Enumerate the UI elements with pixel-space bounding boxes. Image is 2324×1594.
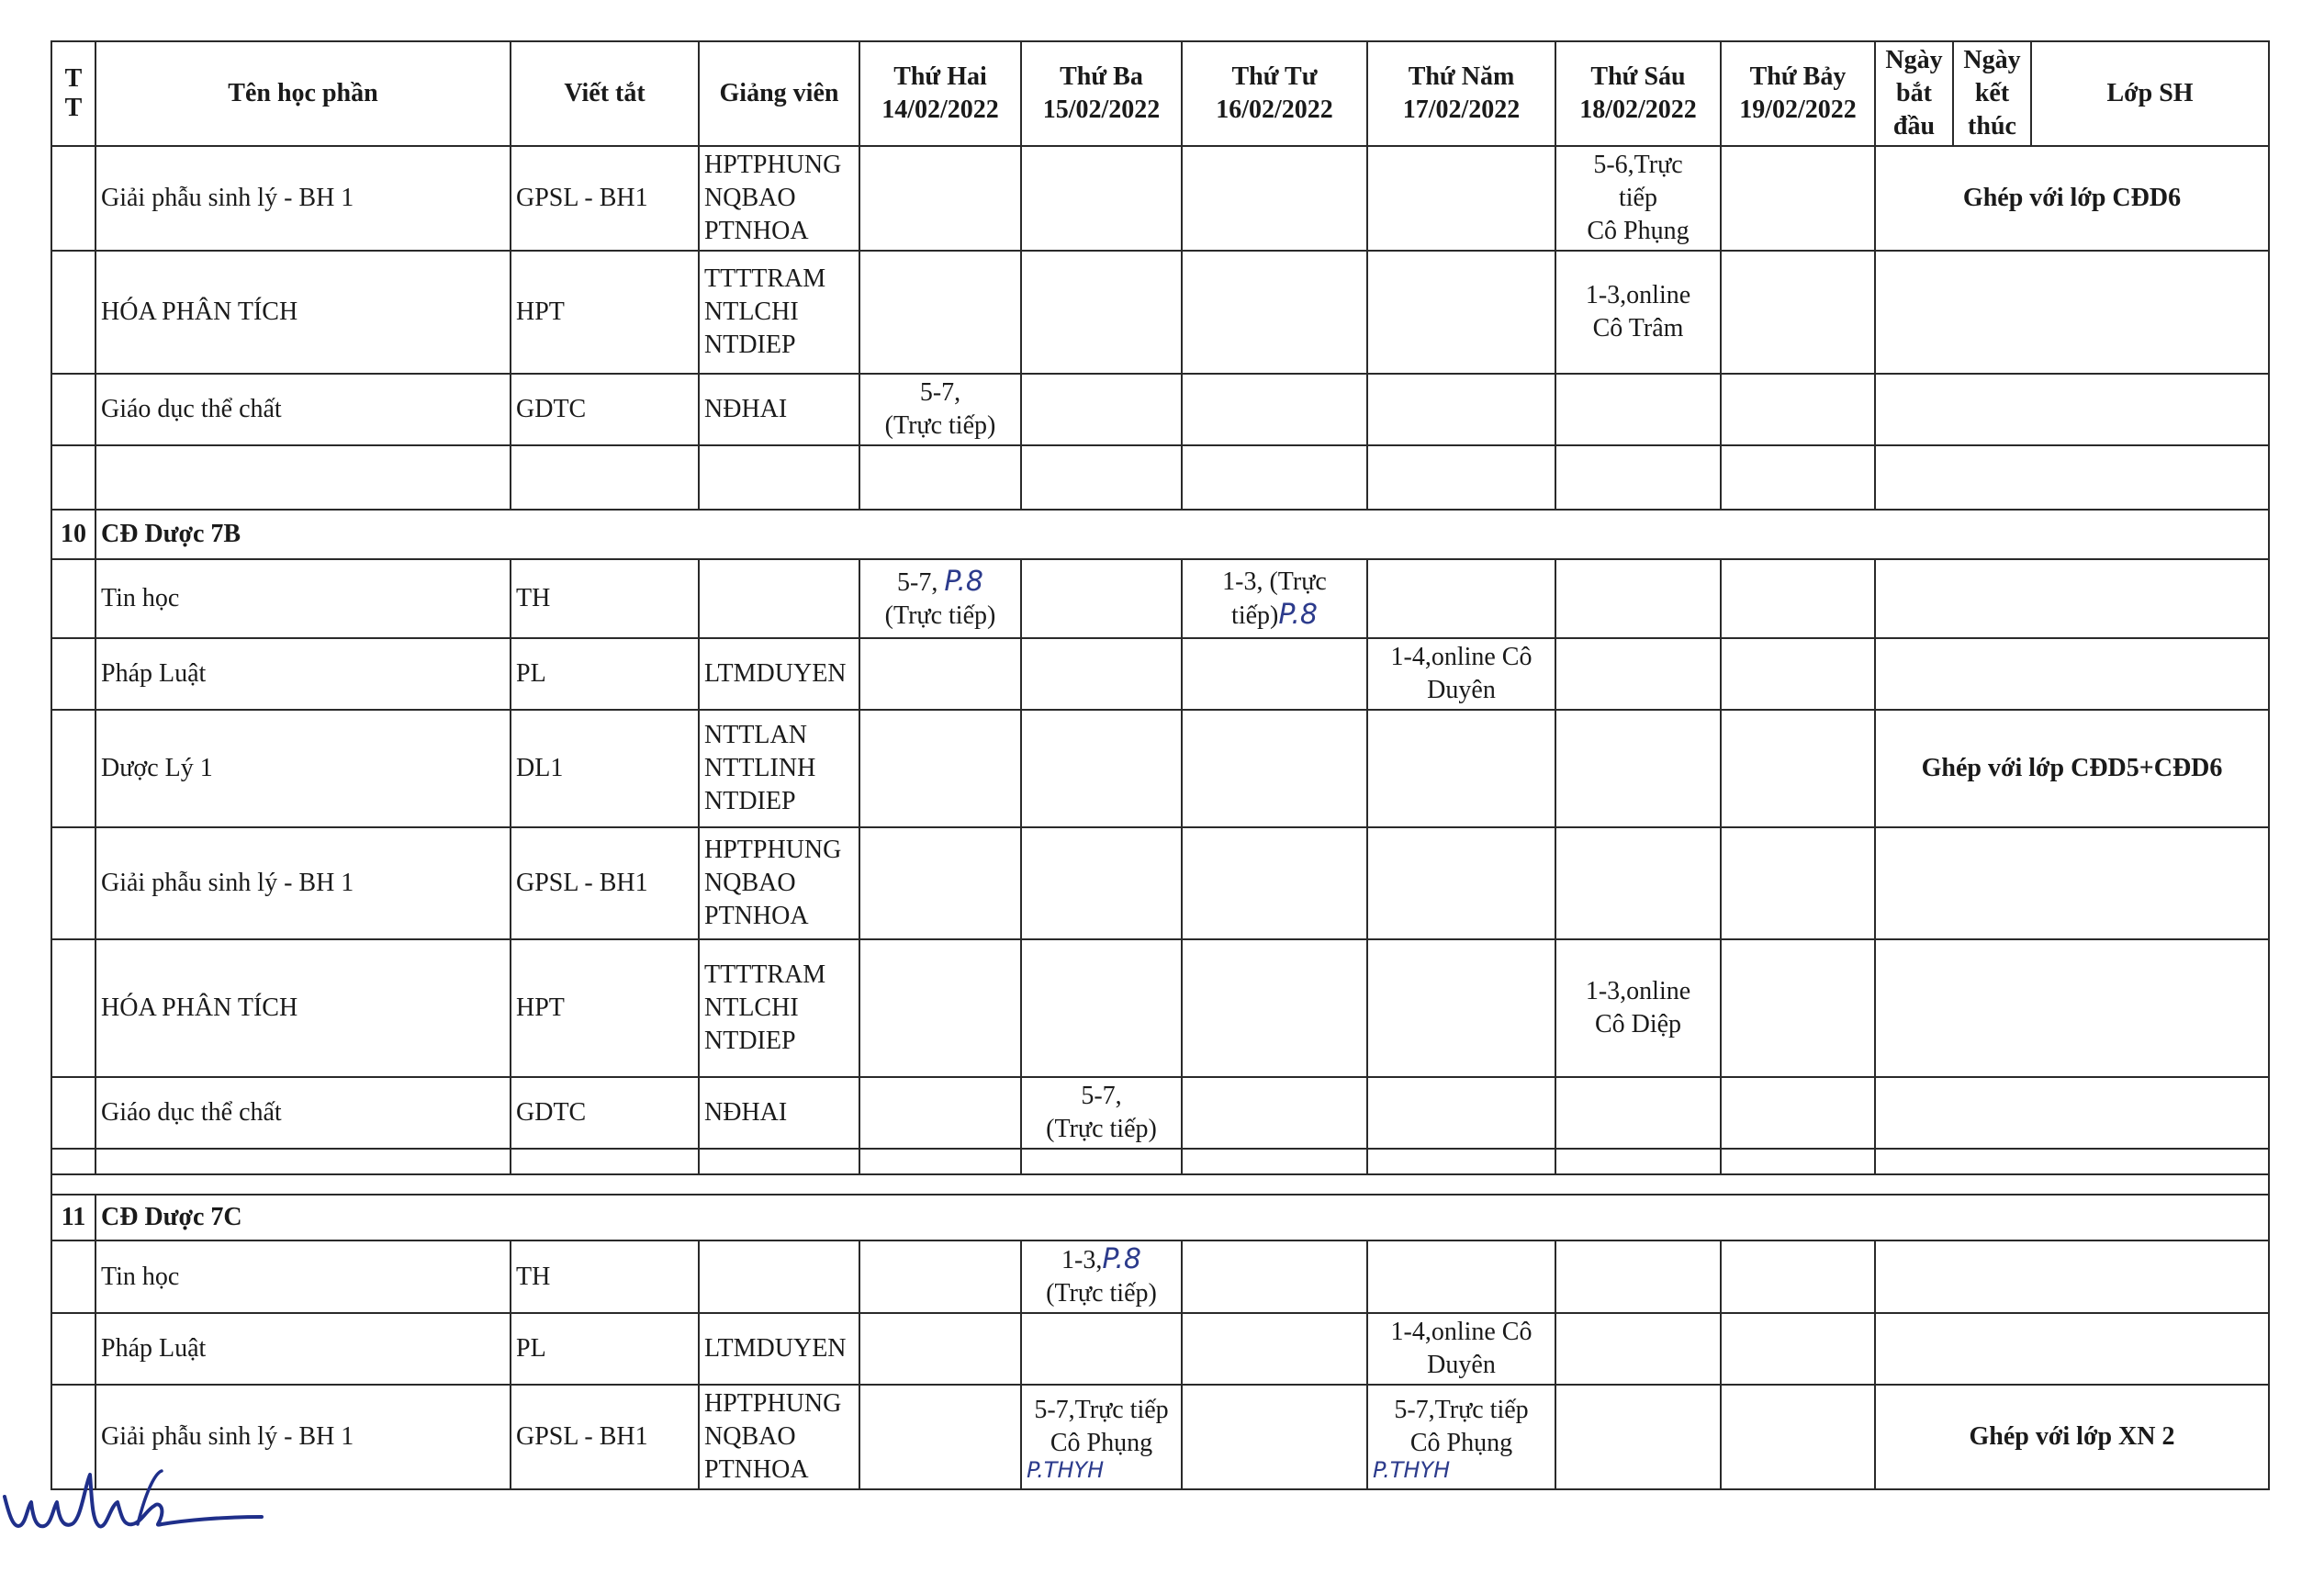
header-class-sh: Lớp SH <box>2031 41 2269 146</box>
course-name: Pháp Luật <box>95 638 511 710</box>
course-name: Tin học <box>95 559 511 638</box>
session-fri: 1-3,online Cô Diệp <box>1555 939 1721 1077</box>
handwritten-room: P.THYH <box>1027 1457 1105 1483</box>
course-name: Giải phẫu sinh lý - BH 1 <box>95 827 511 939</box>
course-abbr: DL1 <box>511 710 699 827</box>
course-name: Giải phẫu sinh lý - BH 1 <box>95 146 511 251</box>
course-lecturers: TTTTRAM NTLCHI NTDIEP <box>699 939 859 1077</box>
session-tue: 5-7,Trực tiếp Cô Phụng P.THYH <box>1021 1385 1182 1489</box>
table-row <box>51 251 2269 374</box>
handwritten-room: P.8 <box>944 565 983 598</box>
handwritten-room: P.8 <box>1102 1243 1141 1275</box>
group-title: CĐ Dược 7C <box>95 1195 2269 1240</box>
spacer-row <box>51 1174 2269 1195</box>
session-tue: 5-7, (Trực tiếp) <box>1021 1077 1182 1149</box>
handwritten-room: P.8 <box>1278 598 1318 631</box>
course-abbr: GDTC <box>511 374 699 445</box>
session-fri: 1-3,online Cô Trâm <box>1555 251 1721 374</box>
group-number: 11 <box>51 1195 95 1240</box>
table-row <box>51 1385 2269 1489</box>
session-mon: 5-7, (Trực tiếp) <box>859 374 1021 445</box>
course-lecturers: HPTPHUNG NQBAO PTNHOA <box>699 827 859 939</box>
header-row <box>51 41 2269 146</box>
course-abbr: PL <box>511 638 699 710</box>
session-thu: 1-4,online Cô Duyên <box>1367 638 1555 710</box>
header-course-name: Tên học phần <box>95 41 511 146</box>
signature-icon <box>0 1469 275 1552</box>
course-abbr: GDTC <box>511 1077 699 1149</box>
group-header-row <box>51 510 2269 559</box>
session-fri: 5-6,Trực tiếp Cô Phụng <box>1555 146 1721 251</box>
table-row <box>51 638 2269 710</box>
handwritten-room: P.THYH <box>1373 1457 1451 1483</box>
table-row <box>51 146 2269 251</box>
session-mon: 5-7, P.8 (Trực tiếp) <box>859 559 1021 638</box>
table-row <box>51 710 2269 827</box>
header-day-fri: Thứ Sáu 18/02/2022 <box>1555 41 1721 146</box>
header-end-date: Ngày kết thúc <box>1953 41 2031 146</box>
table-row <box>51 559 2269 638</box>
course-name: Giải phẫu sinh lý - BH 1 <box>95 1385 511 1489</box>
course-abbr: GPSL - BH1 <box>511 827 699 939</box>
course-abbr: GPSL - BH1 <box>511 1385 699 1489</box>
header-day-thu: Thứ Năm 17/02/2022 <box>1367 41 1555 146</box>
course-name: HÓA PHÂN TÍCH <box>95 251 511 374</box>
merge-note: Ghép với lớp CĐD6 <box>1875 146 2269 251</box>
table-row <box>51 1077 2269 1149</box>
table-row <box>51 1313 2269 1385</box>
header-tt: T T <box>51 41 95 146</box>
course-lecturers: LTMDUYEN <box>699 638 859 710</box>
course-abbr: HPT <box>511 251 699 374</box>
course-abbr: HPT <box>511 939 699 1077</box>
header-day-tue: Thứ Ba 15/02/2022 <box>1021 41 1182 146</box>
course-lecturers: NĐHAI <box>699 1077 859 1149</box>
group-header-row <box>51 1195 2269 1240</box>
course-name: Giáo dục thể chất <box>95 1077 511 1149</box>
course-lecturers: LTMDUYEN <box>699 1313 859 1385</box>
course-abbr: PL <box>511 1313 699 1385</box>
course-name: Giáo dục thể chất <box>95 374 511 445</box>
header-day-sat: Thứ Bảy 19/02/2022 <box>1721 41 1875 146</box>
header-abbreviation: Viết tắt <box>511 41 699 146</box>
course-lecturers: NTTLAN NTTLINH NTDIEP <box>699 710 859 827</box>
schedule-sheet <box>51 40 2268 1490</box>
table-row <box>51 827 2269 939</box>
group-number: 10 <box>51 510 95 559</box>
session-tue: 1-3,P.8 (Trực tiếp) <box>1021 1240 1182 1313</box>
session-wed: 1-3, (Trực tiếp)P.8 <box>1182 559 1367 638</box>
session-thu: 5-7,Trực tiếp Cô Phụng P.THYH <box>1367 1385 1555 1489</box>
table-row <box>51 374 2269 445</box>
header-lecturer: Giảng viên <box>699 41 859 146</box>
table-row <box>51 445 2269 510</box>
schedule-table <box>51 40 2270 1490</box>
session-thu: 1-4,online Cô Duyên <box>1367 1313 1555 1385</box>
header-start-date: Ngày bắt đầu <box>1875 41 1953 146</box>
course-name: Pháp Luật <box>95 1313 511 1385</box>
course-name: Tin học <box>95 1240 511 1313</box>
course-name: Dược Lý 1 <box>95 710 511 827</box>
header-day-mon: Thứ Hai 14/02/2022 <box>859 41 1021 146</box>
header-day-wed: Thứ Tư 16/02/2022 <box>1182 41 1367 146</box>
table-row <box>51 1149 2269 1174</box>
course-abbr: TH <box>511 1240 699 1313</box>
group-title: CĐ Dược 7B <box>95 510 2269 559</box>
course-lecturers: HPTPHUNG NQBAO PTNHOA <box>699 1385 859 1489</box>
course-name: HÓA PHÂN TÍCH <box>95 939 511 1077</box>
course-abbr: TH <box>511 559 699 638</box>
merge-note: Ghép với lớp CĐD5+CĐD6 <box>1875 710 2269 827</box>
course-lecturers: NĐHAI <box>699 374 859 445</box>
course-lecturers: HPTPHUNG NQBAO PTNHOA <box>699 146 859 251</box>
table-row <box>51 1240 2269 1313</box>
course-lecturers: TTTTRAM NTLCHI NTDIEP <box>699 251 859 374</box>
course-abbr: GPSL - BH1 <box>511 146 699 251</box>
merge-note: Ghép với lớp XN 2 <box>1875 1385 2269 1489</box>
table-row <box>51 939 2269 1077</box>
